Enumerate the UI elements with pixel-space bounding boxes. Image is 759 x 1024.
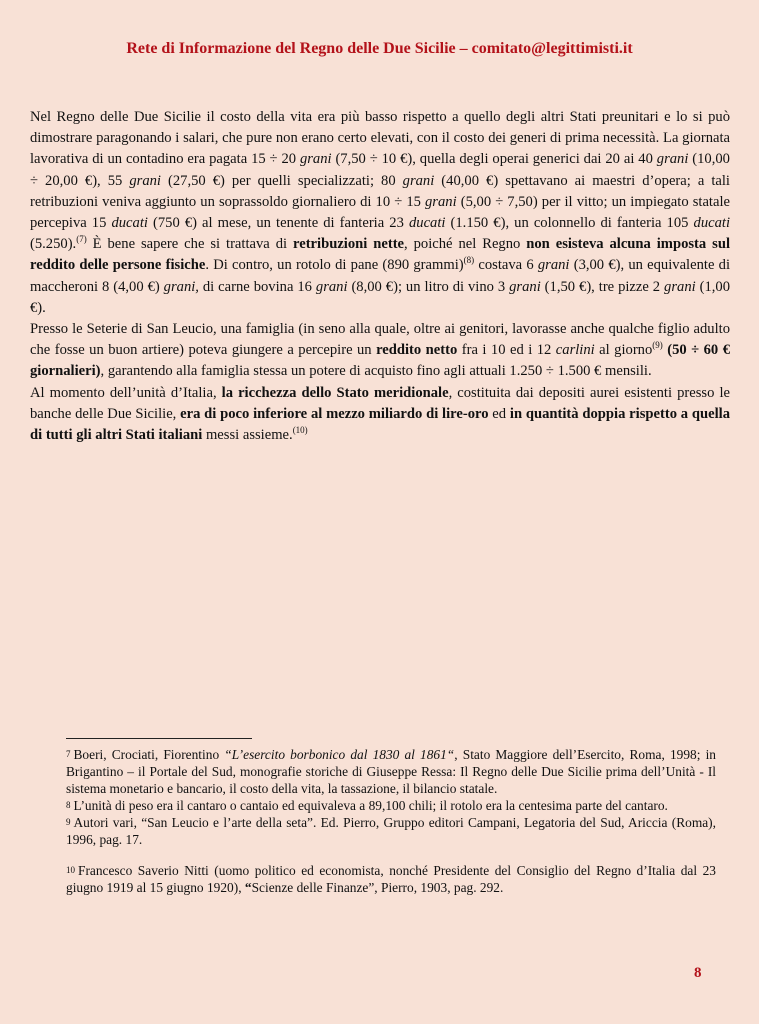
text-run: Presso le Seterie di San Leucio, una famiglia (in seno alla quale, oltre ai genitori, lavorasse anche qualche figlio adulto che fosse un buon artiere) poteva giungere a percepire un [30,321,730,359]
text-run: ed [488,405,510,422]
text-run: (1,00 €). [30,278,731,316]
text-run: Nel Regno delle Due Sicilie il costo della vita era più basso rispetto a quello degli altri Stati preunitari e lo si può dimostrare paragonando i salari, che pure non erano certo elevati, con il costo dei generi di prima necessità. La giornata lavorativa di un contadino era pagata 15 ÷ 20 [30,109,730,168]
text-run: al giorno [594,342,653,359]
text-run: (3,00 €), un equivalente di maccheroni 8 (4,00 €) [30,257,730,295]
text-run: grani [656,151,689,168]
text-run: (40,00 €) spettavano ai maestri d’opera; a tali retribuzioni veniva aggiunto un soprassoldo giornaliero di 10 ÷ 15 [30,172,730,210]
text-run: (1,50 €), tre pizze 2 [540,278,665,295]
text-run: Al momento dell’unità d’Italia, [30,384,222,401]
text-run: (27,50 €) per quelli specializzati; 80 [160,172,403,189]
footnote-8 [66,797,716,814]
footnote-number: 9 [66,817,71,827]
text-run: ducati [111,215,148,232]
text-run: grani [402,172,435,189]
text-run: ducati [693,215,731,232]
text-run: era di poco inferiore al mezzo miliardo di lire-oro [180,405,489,422]
footnote-7 [66,746,716,797]
text-run: (5,00 ÷ 7,50) per il vitto; un impiegato statale percepiva 15 [30,193,730,232]
text-run: grani [315,278,348,295]
text-run: (50 ÷ 60 € giornalieri) [30,342,730,380]
text-run: la ricchezza dello Stato meridionale [221,384,449,401]
text-run: costava 6 [474,257,538,274]
page-header: Rete di Informazione del Regno delle Due Sicilie – comitato@legittimisti.it [126,40,633,57]
footnote-9 [66,814,716,848]
text-run: grani [664,278,696,295]
text-run: di carne bovina 16 [198,278,316,295]
text-run: Autori vari, “San Leucio e l’arte della seta”. Ed. Pierro, Gruppo editori Campani, Legatoria del Sud, Ariccia (Roma), 1996, pag. 17. [66,815,716,847]
text-run: retribuzioni nette [293,236,405,253]
text-run: (1.150 €), un colonnello di fanteria 105 [445,215,694,232]
text-run: grani, [163,278,199,295]
paragraph [30,319,730,383]
text-run: reddito netto [376,342,458,359]
text-run: grani [509,278,541,295]
footnote-ref: (9) [652,340,663,351]
text-run: (7,50 ÷ 10 €), quella degli operai generici dai 20 ai 40 [331,151,657,168]
text-run: grani [425,193,457,210]
text-run: in quantità doppia rispetto a quella di tutti gli altri Stati italiani [30,405,730,444]
paragraph [30,383,730,447]
text-run: Francesco Saverio Nitti (uomo politico ed economista, nonché Presidente del Consiglio del Regno d’Italia dal 23 giugno 1919 al 15 giugno 1920), [66,863,716,895]
text-run: grani [537,257,570,274]
text-run: . Di contro, un rotolo di pane (890 grammi) [205,257,464,274]
footnote-divider [66,738,252,739]
text-run: Boeri, Crociati, Fiorentino [73,747,225,762]
body-text [30,107,730,446]
text-run: “L’esercito borbonico dal 1830 al 1861“ [224,747,455,762]
footnote-number: 7 [66,749,71,759]
text-run: carlini [555,342,595,359]
text-run: (10,00 ÷ 20,00 €), 55 [30,151,730,189]
text-run: , costituita dai depositi aurei esistenti presso le banche delle Due Sicilie, [30,384,730,422]
footnote-number: 10 [66,865,75,875]
footnote-10 [66,862,716,896]
text-run: , poiché nel Regno [404,236,527,253]
page-number: 8 [694,965,702,981]
text-run: non esisteva alcuna imposta sul reddito delle persone fisiche [30,236,730,274]
text-run: , Stato Maggiore dell’Esercito, Roma, 1998; in Brigantino – il Portale del Sud, monografie storiche di Giuseppe Ressa: Il Regno delle Due Sicilie prima dell’Unità - Il sistema monetario e bancario, il costo della vita, la tassazione, il bilancio statale. [66,747,716,796]
text-run: È bene sapere che si trattava di [86,236,293,253]
footnote-ref: (10) [292,425,308,436]
text-run: fra i 10 ed i 12 [457,342,556,359]
text-run: , garantendo alla famiglia stessa un potere di acquisto fino agli attuali 1.250 ÷ 1.500 € mensili. [100,363,652,380]
paragraph [30,107,730,319]
text-run: ducati [408,215,446,232]
text-run: L’unità di peso era il cantaro o cantaio ed equivaleva a 89,100 chili; il rotolo era la centesima parte del cantaro. [73,798,668,813]
text-run: messi assieme. [202,427,293,444]
footnote-ref: (8) [463,255,475,266]
text-run: grani [299,151,332,168]
footnotes [66,746,716,896]
text-run: (8,00 €); un litro di vino 3 [347,278,510,295]
text-run: grani [129,172,161,189]
text-run: (5.250). [30,236,77,253]
text-run: (750 €) al mese, un tenente di fanteria 23 [147,215,409,232]
text-run: “ [244,880,252,895]
footnote-number: 8 [66,800,71,810]
footnote-ref: (7) [76,234,87,245]
text-run: Scienze delle Finanze”, Pierro, 1903, pag. 292. [251,880,504,895]
